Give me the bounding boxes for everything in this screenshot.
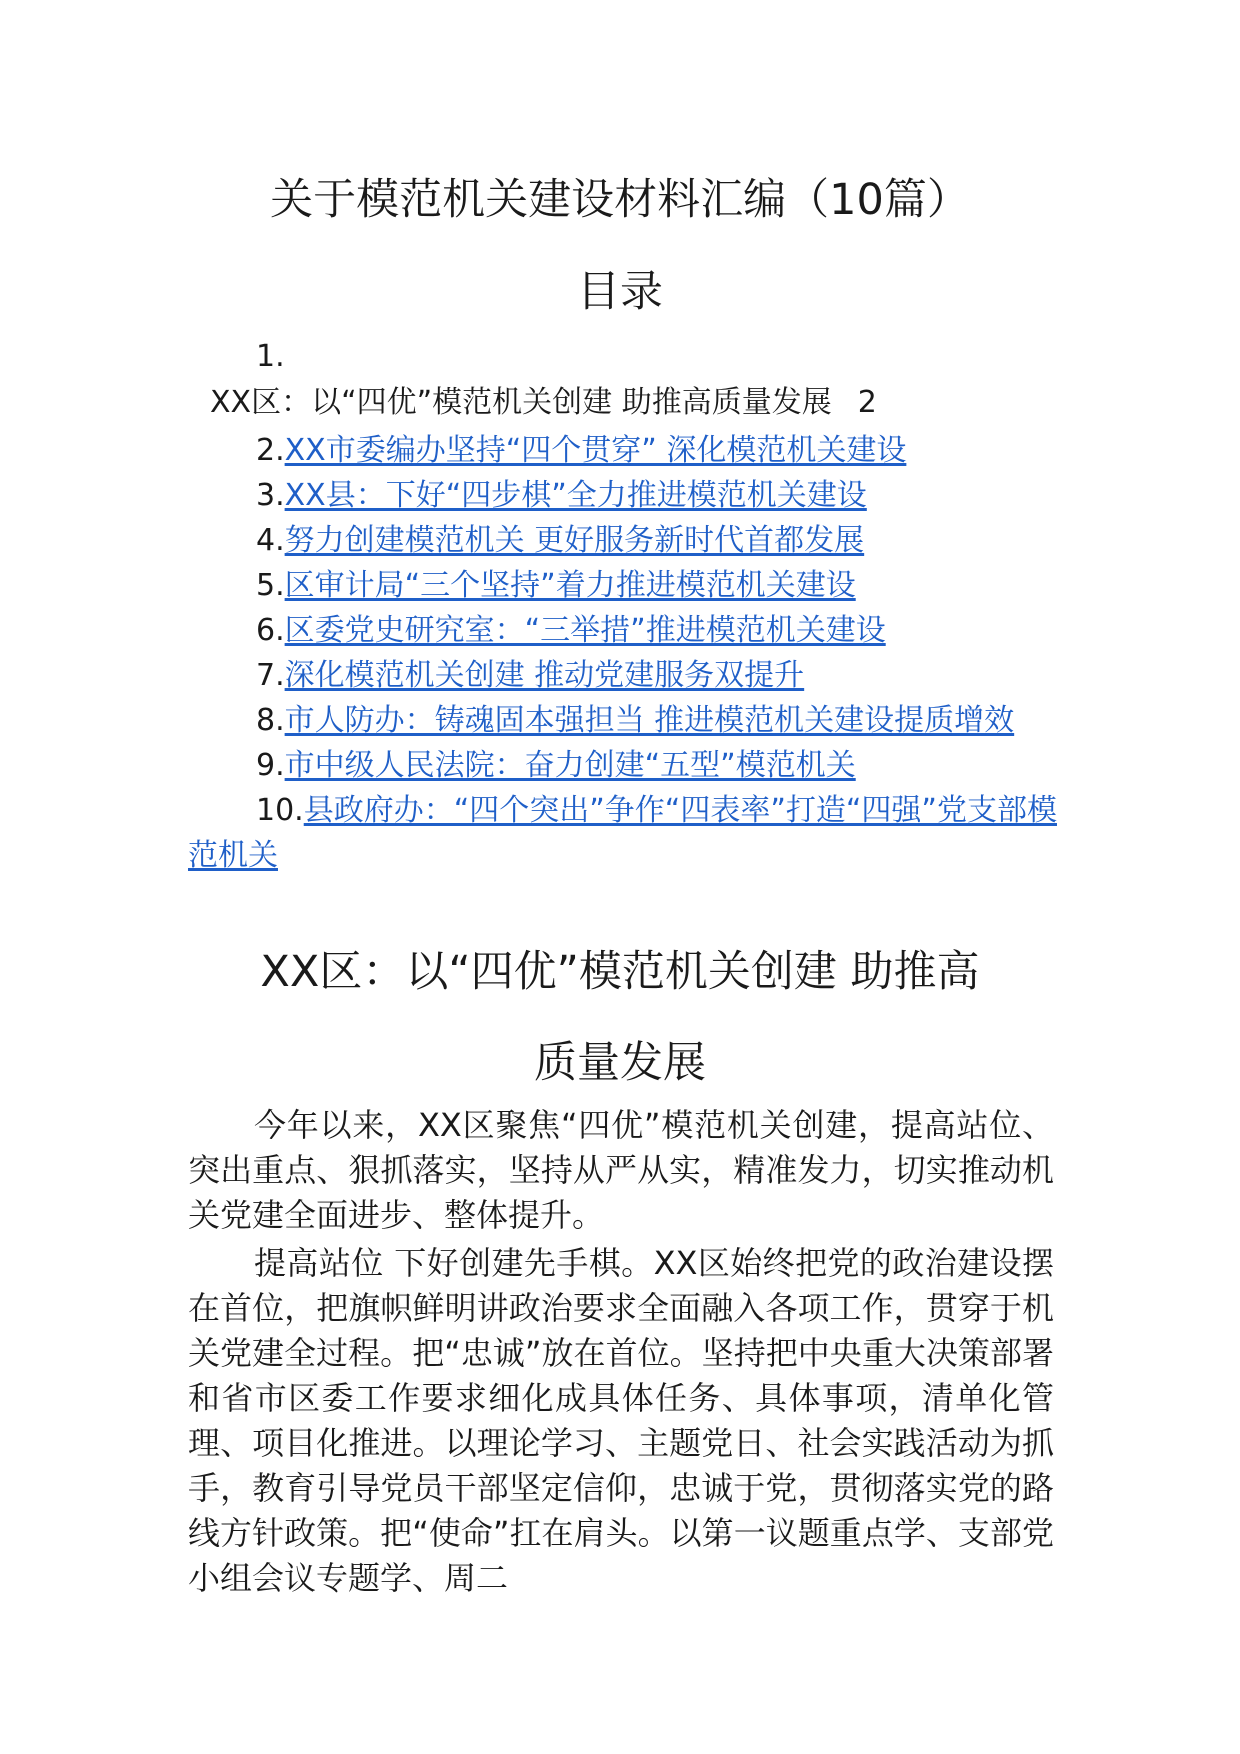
toc-item-3 xyxy=(188,473,1058,518)
toc-item-10 xyxy=(188,788,1058,878)
toc-item-4 xyxy=(188,518,1058,563)
toc-item-2 xyxy=(188,428,1058,473)
article-title-line-1: XX区：以“四优”模范机关创建 助推高 xyxy=(260,947,980,997)
toc-item-number: 2. xyxy=(256,433,285,468)
toc-link[interactable]: 区委党史研究室：“三举措”推进模范机关建设 xyxy=(284,613,886,648)
toc-item-1-number: 1. xyxy=(256,339,285,374)
toc-item-8 xyxy=(188,698,1058,743)
toc-item-1-page: 2 xyxy=(857,385,877,420)
toc-link[interactable]: 深化模范机关创建 推动党建服务双提升 xyxy=(284,658,805,693)
toc-link[interactable]: XX市委编办坚持“四个贯穿” 深化模范机关建设 xyxy=(284,433,907,468)
toc-item-5 xyxy=(188,563,1058,608)
toc-item-6 xyxy=(188,608,1058,653)
toc-item-number: 10. xyxy=(256,793,304,828)
toc-link[interactable]: 区审计局“三个坚持”着力推进模范机关建设 xyxy=(284,568,856,603)
toc-link[interactable]: 市人防办：铸魂固本强担当 推进模范机关建设提质增效 xyxy=(284,703,1015,738)
article-title-line-2: 质量发展 xyxy=(534,1038,706,1088)
toc-link[interactable]: 市中级人民法院：奋力创建“五型”模范机关 xyxy=(284,748,856,783)
toc-item-number: 6. xyxy=(256,613,285,648)
toc-link[interactable]: 努力创建模范机关 更好服务新时代首都发展 xyxy=(284,523,865,558)
document-title: 关于模范机关建设材料汇编（10篇） xyxy=(270,175,970,225)
toc-list xyxy=(188,428,1058,878)
paragraph-1: 今年以来，XX区聚焦“四优”模范机关创建，提高站位、突出重点、狠抓落实，坚持从严从实，精准发力，切实推动机关党建全面进步、整体提升。 xyxy=(188,1106,1054,1234)
article-body xyxy=(188,1103,1054,1604)
toc-item-number: 7. xyxy=(256,658,285,693)
toc-link[interactable]: XX县：下好“四步棋”全力推进模范机关建设 xyxy=(284,478,867,513)
toc-item-1 xyxy=(210,383,877,423)
toc-item-number: 5. xyxy=(256,568,285,603)
toc-item-1-text: XX区：以“四优”模范机关创建 助推高质量发展 xyxy=(210,385,832,420)
paragraph-2: 提高站位 下好创建先手棋。XX区始终把党的政治建设摆在首位，把旗帜鲜明讲政治要求全面融入各项工作，贯穿于机关党建全过程。把“忠诚”放在首位。坚持把中央重大决策部署和省市区委工作要求细化成具体任务、具体事项，清单化管理、项目化推进。以理论学习、主题党日、社会实践活动为抓手，教育引导党员干部坚定信仰，忠诚于党，贯彻落实党的路线方针政策。把“使命”扛在肩头。以第一议题重点学、支部党小组会议专题学、周二 xyxy=(188,1244,1054,1597)
toc-item-number: 4. xyxy=(256,523,285,558)
toc-item-number: 8. xyxy=(256,703,285,738)
toc-item-9 xyxy=(188,743,1058,788)
toc-heading: 目录 xyxy=(577,267,663,317)
toc-item-number: 9. xyxy=(256,748,285,783)
toc-item-7 xyxy=(188,653,1058,698)
toc-link[interactable]: 县政府办：“四个突出”争作“四表率”打造“四强”党支部模范机关 xyxy=(188,793,1057,873)
toc-item-number: 3. xyxy=(256,478,285,513)
